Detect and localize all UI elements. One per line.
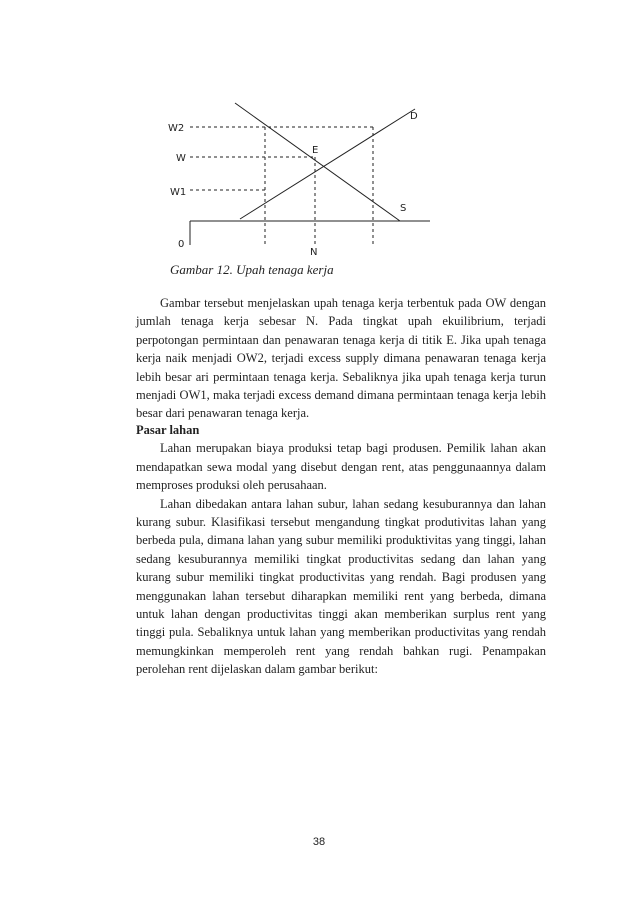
paragraph-2: Lahan merupakan biaya produksi tetap bagi produsen. Pemilik lahan akan mendapatkan sewa modal yang disebut dengan rent, atas penggunaannya dalam memproses produksi oleh perusahaan. [136,441,546,493]
figure-caption: Gambar 12. Upah tenaga kerja [170,262,334,277]
label-w2: W2 [168,123,185,134]
paragraph-1: Gambar tersebut menjelaskan upah tenaga kerja terbentuk pada OW dengan jumlah tenaga kerja sebesar N. Pada tingkat upah ekuilibrium, terjadi perpotongan permintaan dan penawaran tenaga kerja di titik E. Jika upah tenaga kerja naik menjadi OW2, terjadi excess supply dimana penawaran tenaga kerja lebih besar ari permintaan tenaga kerja. Sebaliknya jika upah tenaga kerja turun menjadi OW1, maka terjadi excess demand dimana permintaan tenaga kerja lebih besar dari penawaran tenaga kerja. [136,296,546,421]
body-text-block-1 [136,294,546,423]
label-d: D [410,111,418,122]
section-heading: Pasar lahan [136,423,200,437]
label-w1: W1 [170,187,187,198]
demand-line [235,103,400,221]
diagram-svg [160,95,440,255]
label-n: N [310,247,318,255]
label-w: W [176,153,186,164]
body-text-block-2 [136,421,546,679]
label-e: E [312,145,319,156]
labour-market-diagram [160,95,440,255]
label-s: S [400,203,407,214]
paragraph-3: Lahan dibedakan antara lahan subur, lahan sedang kesuburannya dan lahan kurang subur. Klasifikasi tersebut mengandung tingkat produtivitas lahan yang berbeda pula, dimana lahan yang subur memiliki produktivitas yang tinggi, lahan sedang kesuburannya memiliki tingkat productivitas sedang dan lahan yang kurang subur memiliki tingkat productivitas yang rendah. Bagi produsen yang menggunakan lahan tersebut diharapkan memiliki rent yang berbeda, dimana untuk lahan dengan productivitas tinggi akan memberikan surplus rent yang tinggi pula. Sebaliknya untuk lahan yang memberikan productivitas yang rendah memungkinkan memperoleh rent yang rendah bahkan rugi. Penampakan perolehan rent dijelaskan dalam gambar berikut: [136,496,546,677]
page-number: 38 [312,836,326,848]
label-origin: 0 [178,239,185,250]
